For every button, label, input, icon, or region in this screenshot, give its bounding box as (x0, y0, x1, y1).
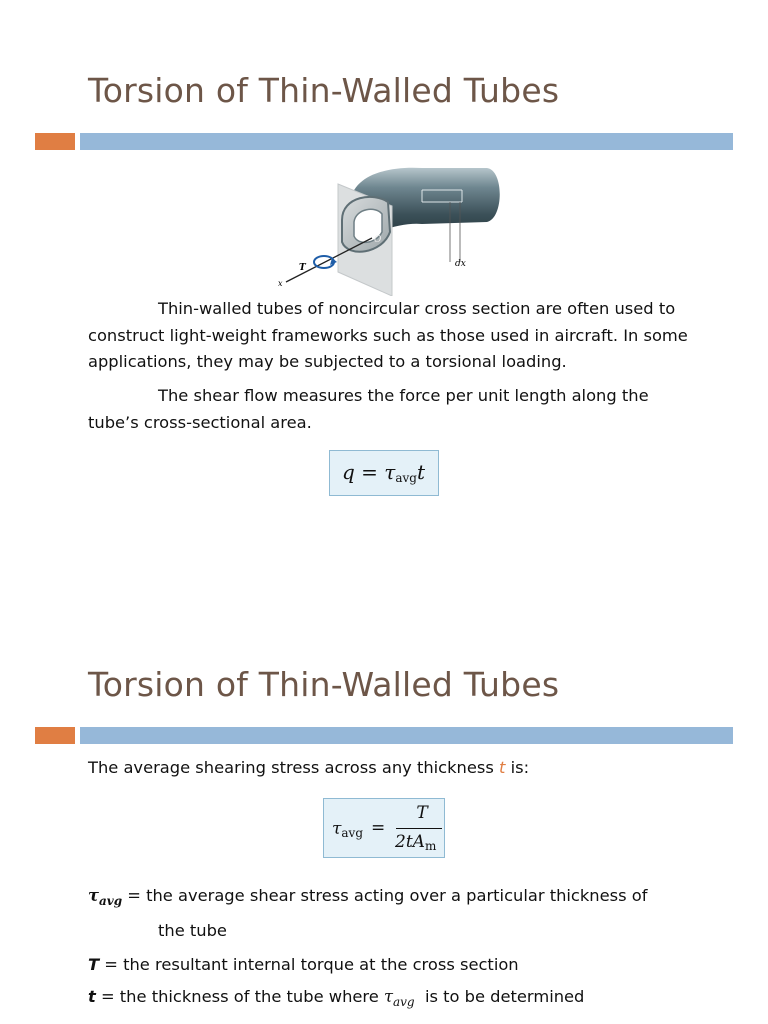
slide2-accent-blue (80, 727, 733, 744)
slide1-paragraph-2: The shear flow measures the force per unit length along the tube’s cross-sectional area. (88, 386, 649, 432)
slide2-title: Torsion of Thin-Walled Tubes (88, 665, 560, 704)
shear-flow-equation: $q = \tau_{avg}t$ (329, 450, 439, 496)
average-shear-stress-equation: $\tau_{avg}$ = T $2tA_m$ (323, 798, 445, 858)
slide1-title: Torsion of Thin-Walled Tubes (88, 71, 560, 110)
fraction-line (396, 828, 442, 829)
dx-label: dx (455, 259, 466, 269)
slide2-accent-orange (35, 727, 75, 744)
torque-label: T (299, 263, 306, 273)
axis-x-label: x (278, 279, 283, 288)
definition-tau-avg: $\tau_{avg}$ = the average shear stress acting over a particular thickness of (88, 886, 648, 908)
thin-walled-tube-figure (272, 162, 510, 296)
definition-tau-avg-continuation: the tube (158, 921, 227, 940)
definition-thickness: t = the thickness of the tube where $\tau_{avg}$ is to be determined (88, 987, 585, 1009)
origin-label: O (374, 235, 382, 245)
slide1-accent-blue (80, 133, 733, 150)
slide1-accent-orange (35, 133, 75, 150)
slide1-paragraph-1: Thin-walled tubes of noncircular cross section are often used to construct light-weight frameworks such as those used in aircraft. In some applications, they may be subjected to a torsional loading. (88, 299, 688, 371)
slide2-intro: The average shearing stress across any thickness t is: (88, 758, 530, 777)
definition-torque: T = the resultant internal torque at the cross section (88, 955, 519, 974)
